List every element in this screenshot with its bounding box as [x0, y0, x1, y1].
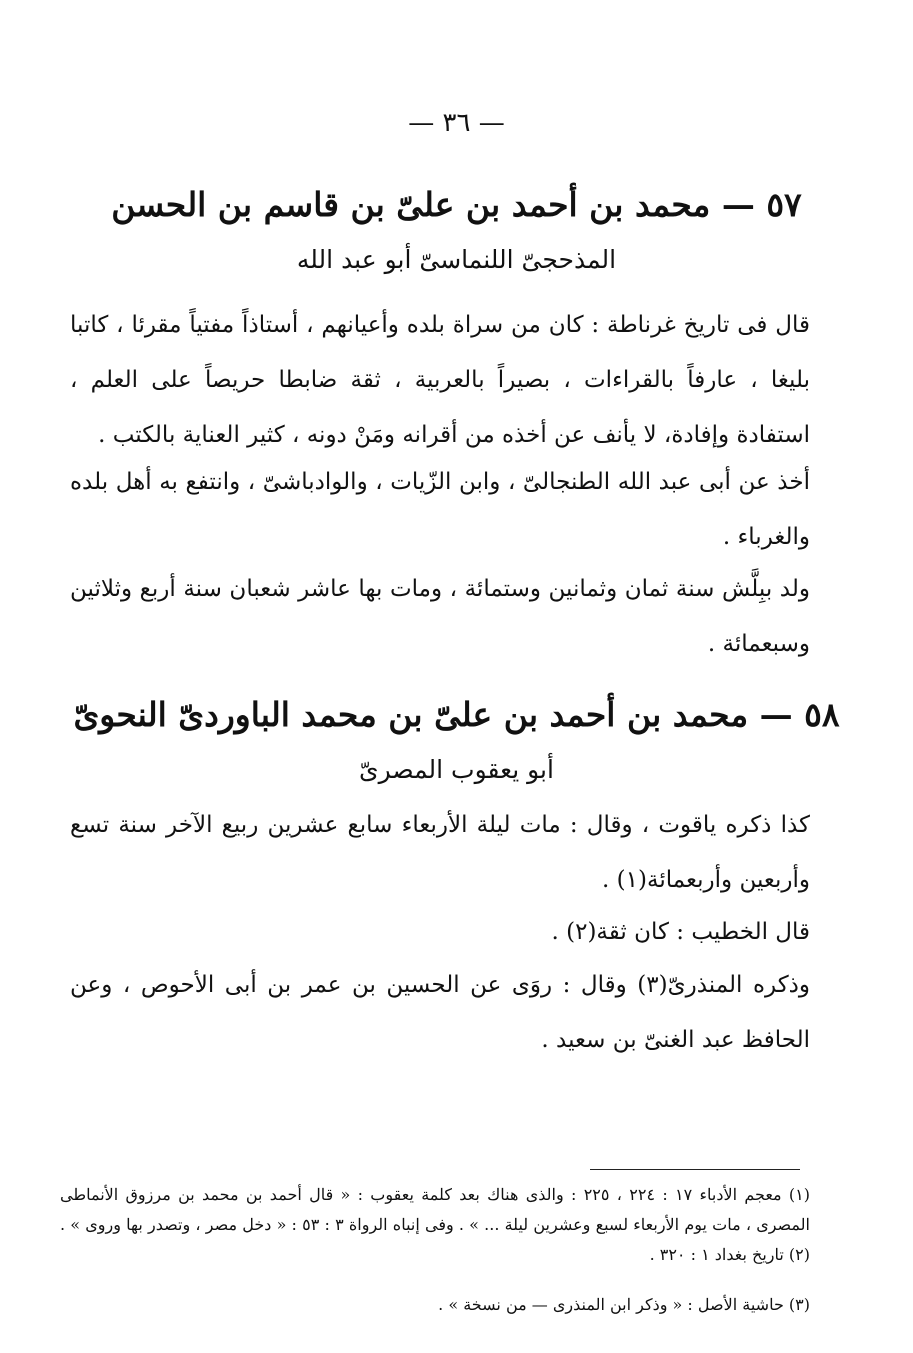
entry-57-subheading: المذحجىّ اللنماسىّ أبو عبد الله [296, 245, 617, 274]
entry-57-paragraph-3: ولد ببِلَّش سنة ثمان وثمانين وستمائة ، ومات بها عاشر شعبان سنة أربع وثلاثين وسبعمائة . [70, 576, 810, 657]
footnote-3: (٣) حاشية الأصل : « وذكر ابن المنذرى — من نسخة » . [438, 1295, 810, 1314]
entry-58-paragraph-2: قال الخطيب : كان ثقة(٢) . [551, 919, 810, 945]
entry-57-paragraph-2: أخذ عن أبى عبد الله الطنجالىّ ، وابن الزّيات ، والوادباشىّ ، وانتفع به أهل بلده والغرباء . [70, 469, 810, 550]
entry-58-heading: ٥٨ — محمد بن أحمد بن علىّ بن محمد الباوردىّ النحوىّ [73, 695, 840, 734]
entry-58-paragraph-1: كذا ذكره ياقوت ، وقال : مات ليلة الأربعاء سابع عشرين ربيع الآخر سنة تسع وأربعين وأربعمائة(١) . [70, 812, 810, 893]
entry-58-subheading: أبو يعقوب المصرىّ [359, 755, 554, 784]
footnote-divider [590, 1169, 800, 1170]
page-number: — ٣٦ — [408, 108, 505, 138]
entry-58-paragraph-3: وذكره المنذرىّ(٣) وقال : روَى عن الحسين بن عمر بن أبى الأحوص ، وعن الحافظ عبد الغنىّ بن سعيد . [70, 972, 810, 1053]
footnote-1-2: (١) معجم الأدباء ١٧ : ٢٢٤ ، ٢٢٥ : والذى هناك بعد كلمة يعقوب : « قال أحمد بن محمد بن مرزوق الأنماطى المصرى ، مات يوم الأربعاء لسبع وعشرين ليلة ... » . وفى إنباه الرواة ٣ : ٥٣ : « دخل مصر ، وتصدر بها وروى » . (٢) تاريخ بغداد ١ : ٣٢٠ . [60, 1185, 811, 1264]
entry-57-paragraph-1: قال فى تاريخ غرناطة : كان من سراة بلده وأعيانهم ، أستاذاً مفتياً مقرئا ، كاتبا بليغا ، عارفاً بالقراءات ، بصيراً بالعربية ، ثقة ضابطا حريصاً على العلم ، استفادة وإفادة، لا يأنف عن أخذه من أقرانه ومَنْ دونه ، كثير العناية بالكتب . [70, 312, 810, 448]
entry-57-heading: ٥٧ — محمد بن أحمد بن علىّ بن قاسم بن الحسن [111, 185, 802, 224]
